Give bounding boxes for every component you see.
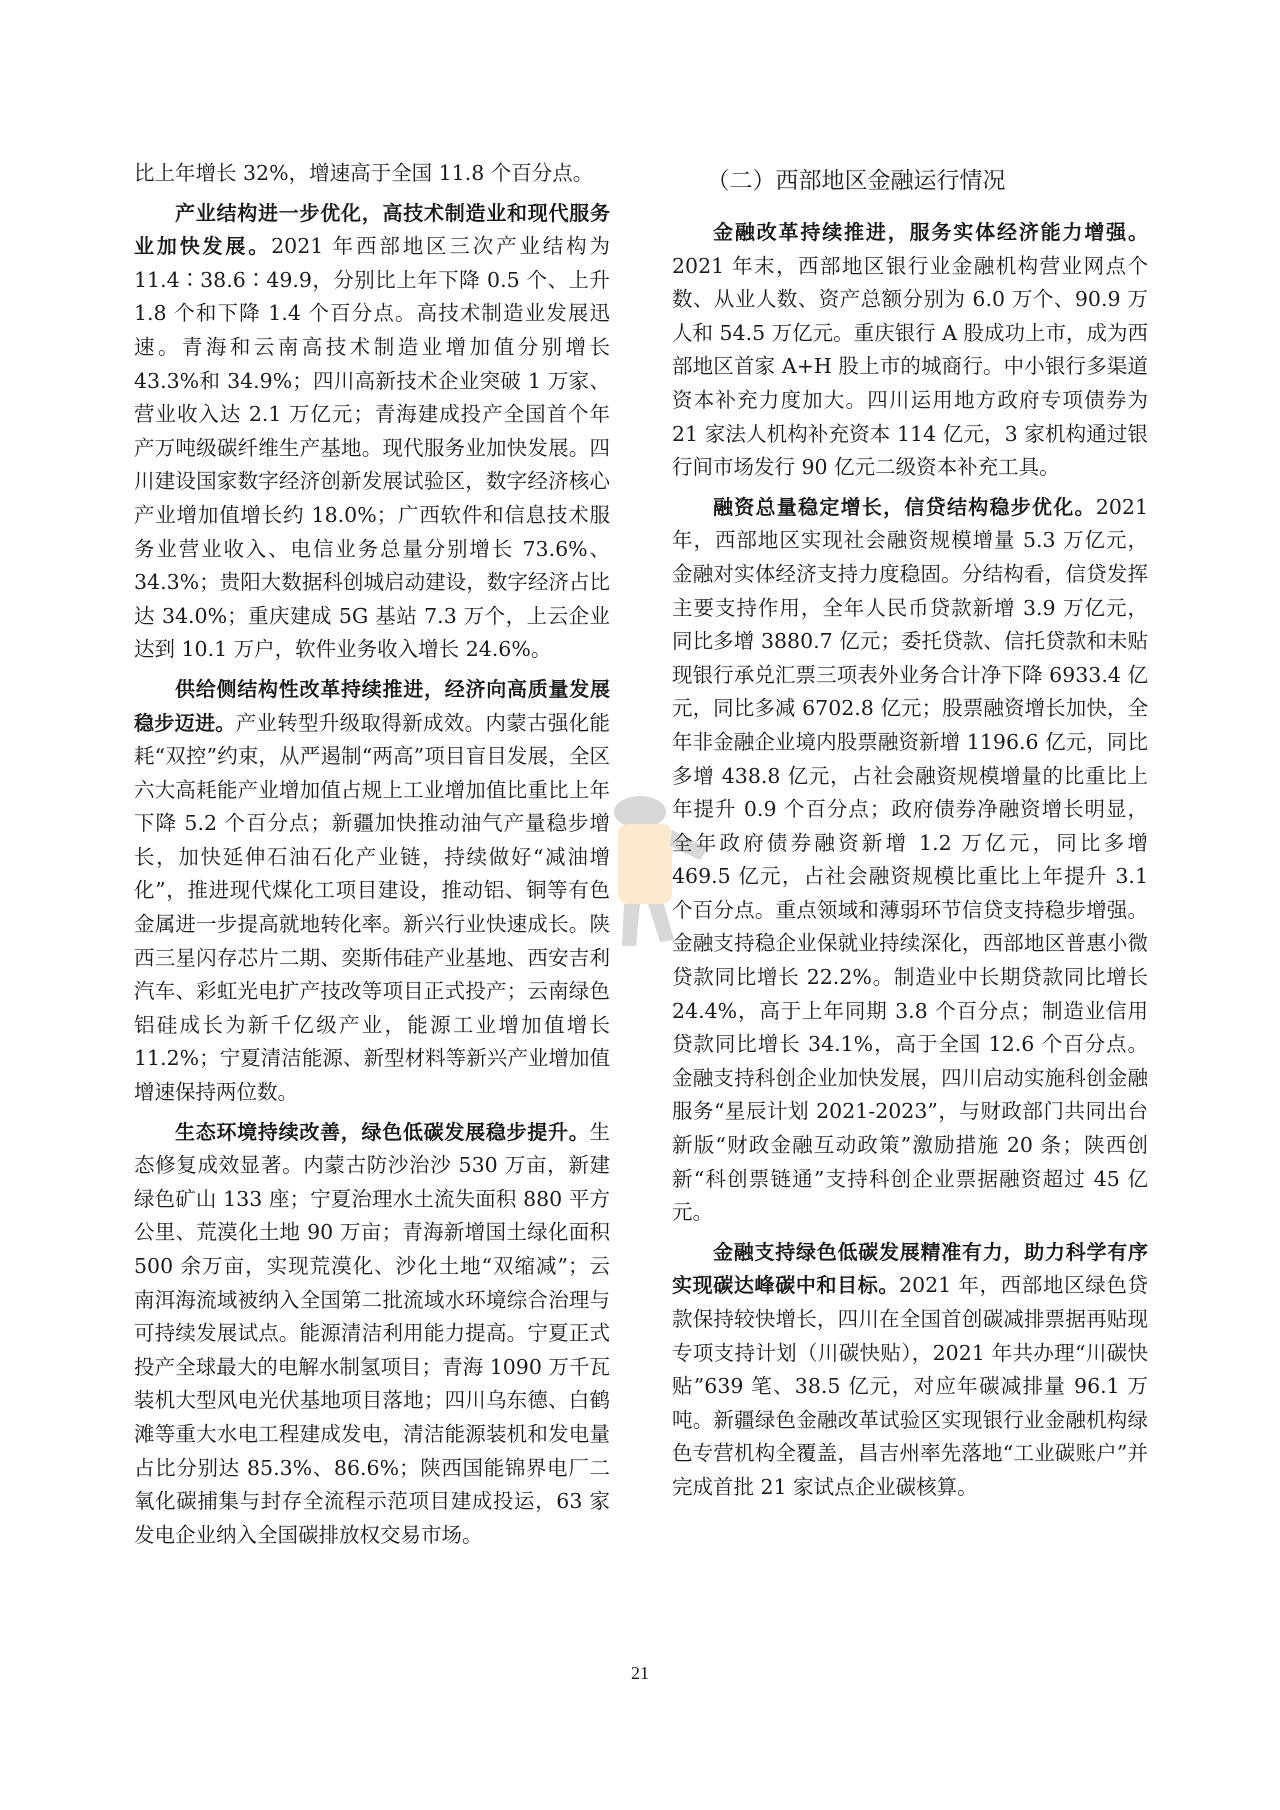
watermark-figure-icon	[600, 790, 720, 950]
paragraph-lead: 融资总量稳定增长，信贷结构稳步优化。	[713, 494, 1096, 519]
paragraph-lead: 生态环境持续改善，绿色低碳发展稳步提升。	[175, 1119, 590, 1144]
paragraph-text: 2021 年西部地区三次产业结构为 11.4∶38.6∶49.9，分别比上年下降 0.5 个、上升 1.8 个和下降 1.4 个百分点。高技术制造业发展迅速。青海和云南高技术制造业增加值分别增长 43.3%和 34.9%；四川高新技术企业突破 1 万家、营业收入达 2.1 万亿元；青海建成投产全国首个年产万吨级碳纤维生产基地。现代服务业加快发展。四川建设国家数字经济创新发展试验区，数字经济核心产业增加值增长约 18.0%；广西软件和信息技术服务业营业收入、电信业务总量分别增长 73.6%、34.3%；贵阳大数据科创城启动建设，数字经济占比达 34.0%；重庆建成 5G 基站 7.3 万个，上云企业达到 10.1 万户，软件业务收入增长 24.6%。	[134, 234, 611, 662]
paragraph-text: 2021 年末，西部地区银行业金融机构营业网点个数、从业人数、资产总额分别为 6.0 万个、90.9 万人和 54.5 万亿元。重庆银行 A 股成功上市，成为西部地区首家 A+H 股上市的城商行。中小银行多渠道资本补充力度加大。四川运用地方政府专项债券为 21 家法人机构补充资本 114 亿元，3 家机构通过银行间市场发行 90 亿元二级资本补充工具。	[672, 253, 1149, 480]
paragraph-text: 2021 年，西部地区实现社会融资规模增量 5.3 万亿元，金融对实体经济支持力度稳固。分结构看，信贷发挥主要支持作用，全年人民币贷款新增 3.9 万亿元，同比多增 3880.7 亿元；委托贷款、信托贷款和未贴现银行承兑汇票三项表外业务合计净下降 6933.4 亿元，同比多减 6702.8 亿元；股票融资增长加快，全年非金融企业境内股票融资新增 1196.6 亿元，同比多增 438.8 亿元，占社会融资规模增量的比重比上年提升 0.9 个百分点；政府债券净融资增长明显，全年政府债券融资新增 1.2 万亿元，同比多增 469.5 亿元，占社会融资规模比重比上年提升 3.1 个百分点。重点领域和薄弱环节信贷支持稳步增强。金融支持稳企业保就业持续深化，西部地区普惠小微贷款同比增长 22.2%。制造业中长期贷款同比增长 24.4%，高于上年同期 3.8 个百分点；制造业信用贷款同比增长 34.1%，高于全国 12.6 个百分点。金融支持科创企业加快发展，四川启动实施科创金融服务“星辰计划 2021-2023”，与财政部门共同出台新版“财政金融互动政策”激励措施 20 条；陕西创新“科创票链通”支持科创企业票据融资超过 45 亿元。	[672, 494, 1148, 1225]
paragraph-lead: 金融支持绿色低碳发展精准有力，助力科学有序实现碳达峰碳中和目标。	[672, 1239, 1148, 1298]
left-column	[134, 157, 610, 1558]
paragraph	[134, 157, 610, 191]
section-heading: （二）西部地区金融运行情况	[706, 168, 1006, 194]
paragraph	[672, 216, 1148, 485]
page-number: 21	[631, 1663, 649, 1683]
paragraph-text: 产业转型升级取得新成效。内蒙古强化能耗“双控”约束，从严遏制“两高”项目盲目发展，全区六大高耗能产业增加值占规上工业增加值比重比上年下降 5.2 个百分点；新疆加快推动油气产量稳步增长，加快延伸石油石化产业链，持续做好“减油增化”，推进现代煤化工项目建设，推动铝、铜等有色金属进一步提高就地转化率。新兴行业快速成长。陕西三星闪存芯片二期、奕斯伟硅产业基地、西安吉利汽车、彩虹光电扩产技改等项目正式投产；云南绿色铝硅成长为新千亿级产业，能源工业增加值增长 11.2%；宁夏清洁能源、新型材料等新兴产业增加值增速保持两位数。	[134, 710, 611, 1105]
paragraph	[134, 1116, 610, 1553]
paragraph-lead: 供给侧结构性改革持续推进，经济向高质量发展稳步迈进。	[134, 676, 610, 735]
paragraph-text: 生态修复成效显著。内蒙古防沙治沙 530 万亩，新建绿色矿山 133 座；宁夏治理水土流失面积 880 平方公里、荒漠化土地 90 万亩；青海新增国土绿化面积 500 余万亩，实现荒漠化、沙化土地“双缩减”；云南洱海流域被纳入全国第二批流域水环境综合治理与可持续发展试点。能源清洁利用能力提高。宁夏正式投产全球最大的电解水制氢项目；青海 1090 万千瓦装机大型风电光伏基地项目落地；四川乌东德、白鹤滩等重大水电工程建成发电，清洁能源装机和发电量占比分别达 85.3%、86.6%；陕西国能锦界电厂二氧化碳捕集与封存全流程示范项目建成投运，63 家发电企业纳入全国碳排放权交易市场。	[134, 1119, 610, 1547]
paragraph	[672, 491, 1148, 1230]
paragraph-lead: 金融改革持续推进，服务实体经济能力增强。	[713, 220, 1148, 244]
paragraph	[134, 673, 610, 1110]
paragraph-text: 2021 年，西部地区绿色贷款保持较快增长，四川在全国首创碳减排票据再贴现专项支持计划（川碳快贴），2021 年共办理“川碳快贴”639 笔、38.5 亿元，对应年碳减排量 96.1 万吨。新疆绿色金融改革试验区实现银行业金融机构绿色专营机构全覆盖，昌吉州率先落地“工业碳账户”并完成首批 21 家试点企业碳核算。	[672, 1273, 1148, 1499]
paragraph	[134, 197, 610, 667]
paragraph-text: 比上年增长 32%，增速高于全国 11.8 个百分点。	[134, 161, 594, 185]
right-column	[672, 166, 1148, 1511]
paragraph	[672, 1236, 1148, 1505]
paragraph-lead: 产业结构进一步优化，高技术制造业和现代服务业加快发展。	[134, 200, 610, 259]
